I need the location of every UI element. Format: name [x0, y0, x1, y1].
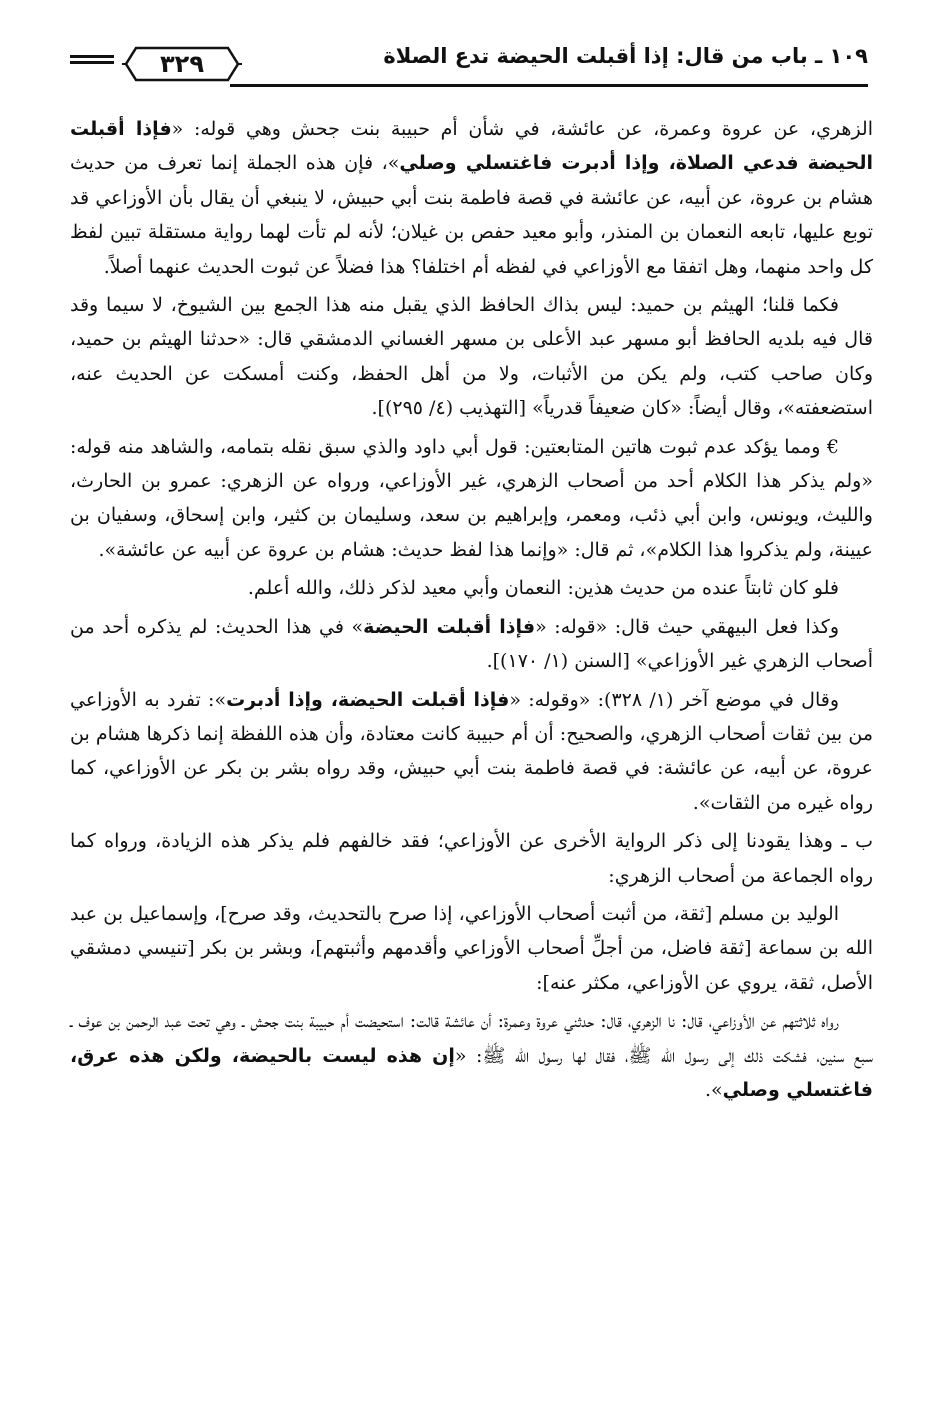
paragraph [70, 1004, 873, 1107]
text-segment: فكما قلنا؛ الهيثم بن حميد: ليس بذاك الحافظ الذي يقبل منه هذا الجمع بين الشيوخ، لا سيما وقد قال فيه بلديه الحافظ أبو مسهر عبد الأعلى بن مسهر الغساني الدمشقي قال: «حدثنا الهيثم بن حميد، وكان صاحب كتب، ولم يكن من الأثبات، ولا من أهل الحفظ، وكنت أمسكت عن الحديث عنه، استضعفته»، وقال أيضاً: «كان ضعيفاً قدرياً» [التهذيب (٤/ ٢٩٥)]. [70, 294, 873, 420]
page-number-frame [122, 44, 242, 84]
text-segment: » في هذا الحديث: لم يذكره أحد من أصحاب الزهري غير الأوزاعي» [السنن (١/ ١٧٠)]. [70, 615, 873, 673]
text-segment: € ومما يؤكد عدم ثبوت هاتين المتابعتين: قول أبي داود والذي سبق نقله بتمامه، والشاهد منه قوله: «ولم يذكر هذا الكلام أحد من أصحاب الزهري، غير الأوزاعي، ورواه عن الزهري: عمرو بن الحارث، والليث، ويونس، وابن أبي ذئب، ومعمر، وإبراهيم بن سعد، وسليمان بن كثير، وابن إسحاق، وسفيان بن عيينة، ولم يذكروا هذا الكلام»، ثم قال: «وإنما هذا لفظ حديث: هشام بن عروة عن أبيه عن عائشة». [70, 435, 873, 561]
text-segment: »، فإن هذه الجملة إنما تعرف من حديث هشام بن عروة، عن أبيه، عن عائشة في قصة فاطمة بنت أبي حبيش، لا ينبغي أن يقال بأن الأوزاعي قد توبع عليها، تابعه النعمان بن المنذر، وأبو معيد حفص بن غيلان؛ لأنه لم تأت لهما رواية مستقلة تبين لفظ كل واحد منهما، وهل اتفقا مع الأوزاعي في لفظه أم اختلفا؟ هذا فضلاً عن ثبوت الحديث عنهما أصلاً. [70, 152, 873, 278]
paragraph [70, 288, 873, 426]
main-text [70, 112, 873, 1111]
hadith-quote: فإذا أقبلت الحيضة فدعي الصلاة، وإذا أدبرت فاغتسلي وصلي [70, 118, 873, 175]
decorative-lines [70, 52, 114, 70]
text-segment: الزهري، عن عروة وعمرة، عن عائشة، في شأن أم حبيبة بنت جحش وهي قوله: « [171, 118, 873, 140]
paragraph [70, 112, 873, 284]
paragraph [70, 610, 873, 679]
paragraph [70, 430, 873, 568]
text-segment: وقال في موضع آخر (١/ ٣٢٨): «وقوله: « [509, 688, 839, 711]
text-segment: رواه ثلاثتهم عن الأوزاعي، قال: نا الزهري، قال: حدثني عروة وعمرة: أن عائشة قالت: استحيضت أم حبيبة بنت جحش ـ وهي تحت عبد الرحمن بن عوف ـ سبع سنين، فشكت ذلك إلى رسول الله ﷺ، فقال لها رسول الله ﷺ: « [70, 1010, 873, 1067]
page-header [70, 40, 868, 98]
text-segment: الوليد بن مسلم [ثقة، من أثبت أصحاب الأوزاعي، إذا صرح بالتحديث، وقد صرح]، وإسماعيل بن عبد الله بن سماعة [ثقة فاضل، من أجلِّ أصحاب الأوزاعي وأقدمهم وأثبتهم]، وبشر بن بكر [تنيسي دمشقي الأصل، ثقة، يروي عن الأوزاعي، مكثر عنه]: [70, 902, 873, 994]
hadith-quote: إن هذه ليست بالحيضة، ولكن هذه عرق، فاغتسلي وصلي [70, 1044, 873, 1101]
text-segment: وكذا فعل البيهقي حيث قال: «قوله: « [535, 615, 840, 638]
hadith-quote: فإذا أقبلت الحيضة [363, 615, 536, 638]
text-segment: ب ـ وهذا يقودنا إلى ذكر الرواية الأخرى عن الأوزاعي؛ فقد خالفهم فلم يذكر هذه الزيادة، ورواه كما رواه الجماعة من أصحاب الزهري: [70, 830, 873, 887]
header-rule [230, 84, 868, 87]
hadith-quote: فإذا أقبلت الحيضة، وإذا أدبرت [226, 688, 510, 711]
paragraph [70, 683, 873, 821]
paragraph [70, 824, 873, 893]
paragraph [70, 571, 873, 605]
running-title: ١٠٩ ـ باب من قال: إذا أقبلت الحيضة تدع الصلاة [383, 44, 868, 68]
text-segment: فلو كان ثابتاً عنده من حديث هذين: النعمان وأبي معيد لذكر ذلك، والله أعلم. [247, 577, 839, 600]
text-segment: »: تفرد به الأوزاعي من بين ثقات أصحاب الزهري، والصحيح: أن أم حبيبة كانت معتادة، وأن هذه اللفظة إنما ذكرها هشام بن عروة، عن أبيه، عن عائشة: في قصة فاطمة بنت أبي حبيش، وقد رواه بشر بن بكر عن الأوزاعي، كما رواه غيره من الثقات». [70, 688, 873, 814]
paragraph [70, 897, 873, 1000]
page-number: ٣٢٩ [160, 50, 204, 78]
text-segment: ». [704, 1078, 723, 1101]
